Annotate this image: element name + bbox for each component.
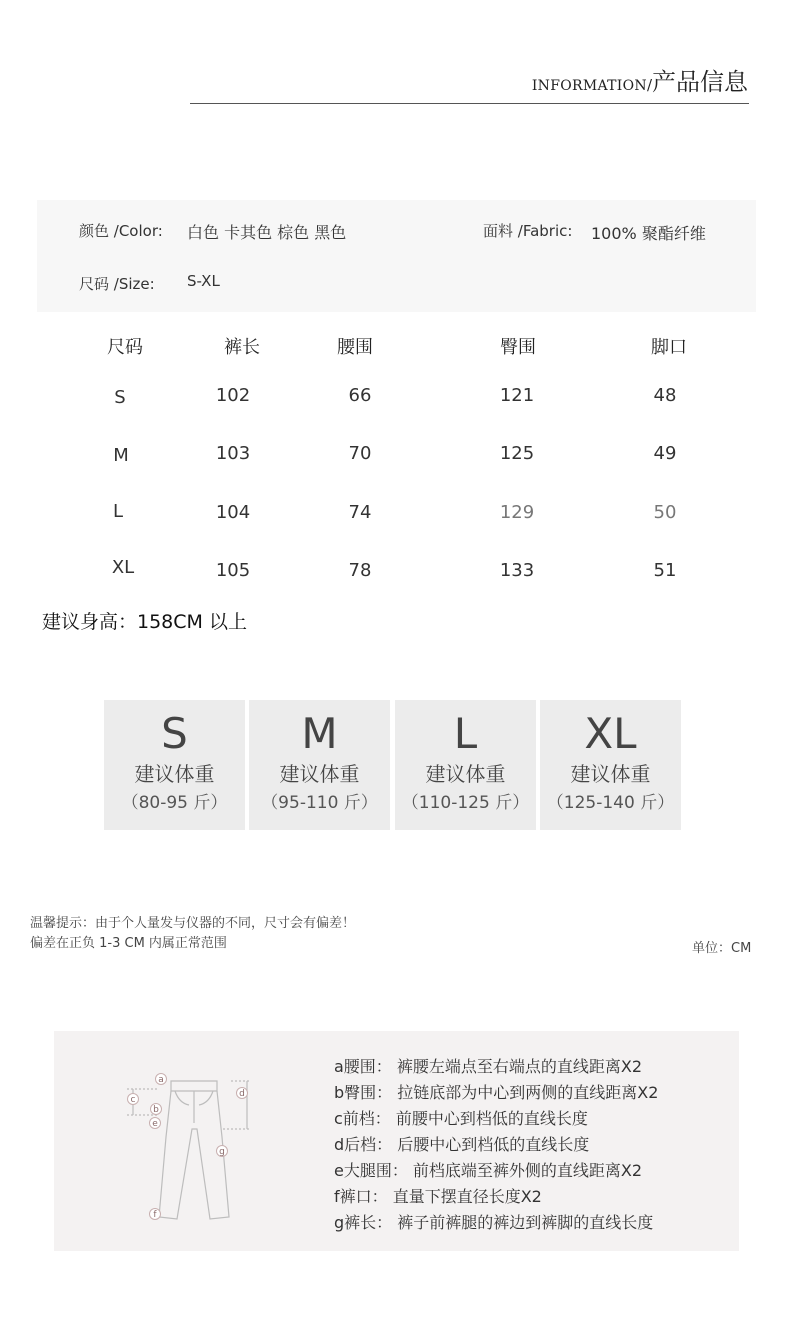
card-label: 建议体重: [425, 762, 506, 786]
table-cell: S: [114, 387, 126, 408]
card-size: L: [453, 709, 478, 758]
weight-card-s: [104, 700, 245, 830]
color-value: 白色 卡其色 棕色 黑色: [187, 223, 347, 242]
card-range: （80-95 斤）: [121, 793, 228, 813]
size-label: 尺码 /Size:: [79, 275, 155, 293]
header-divider: [190, 103, 749, 104]
measure-line-d: d后档： 后腰中心到档低的直线长度: [334, 1135, 590, 1154]
table-cell: 133: [499, 560, 535, 581]
card-label: 建议体重: [279, 762, 360, 786]
page-title: [532, 62, 748, 97]
table-cell: 66: [348, 385, 372, 406]
card-size: M: [301, 709, 338, 758]
weight-card-xl: [540, 700, 681, 830]
product-info-box: [37, 200, 756, 312]
card-size: S: [161, 709, 188, 758]
table-cell: 51: [653, 560, 677, 581]
table-cell: L: [112, 501, 124, 522]
diagram-label-d: d: [239, 1089, 245, 1099]
table-cell: XL: [111, 557, 135, 578]
header-hip: 臀围: [500, 337, 536, 358]
measure-line-f: f裤口： 直量下摆直径长度X2: [334, 1187, 542, 1206]
table-cell: 102: [215, 385, 251, 406]
diagram-label-c: c: [130, 1095, 136, 1105]
table-cell: 70: [348, 443, 372, 464]
table-cell: 49: [653, 443, 677, 464]
pants-diagram-icon: [119, 1067, 269, 1247]
card-size: XL: [584, 709, 637, 758]
table-cell: 74: [348, 502, 372, 523]
table-cell: 129: [499, 502, 535, 523]
diagram-label-e: e: [152, 1119, 158, 1129]
table-cell: 48: [653, 385, 677, 406]
table-cell: 50: [653, 502, 677, 523]
card-range: （95-110 斤）: [261, 793, 378, 813]
weight-card-m: [249, 700, 390, 830]
card-label: 建议体重: [134, 762, 215, 786]
tip-line-1: 温馨提示：由于个人量发与仪器的不同，尺寸会有偏差！: [30, 916, 356, 931]
header-size: 尺码: [107, 337, 143, 358]
table-cell: 78: [348, 560, 372, 581]
table-cell: 121: [499, 385, 535, 406]
unit-label: 单位：CM: [692, 941, 752, 956]
table-cell: 105: [215, 560, 251, 581]
card-label: 建议体重: [570, 762, 651, 786]
diagram-label-a: a: [158, 1075, 164, 1085]
header-waist: 腰围: [337, 337, 373, 358]
card-range: （110-125 斤）: [401, 793, 530, 813]
weight-card-l: [395, 700, 536, 830]
table-cell: 103: [215, 443, 251, 464]
size-value: S-XL: [187, 272, 220, 290]
measure-line-c: c前档： 前腰中心到档低的直线长度: [334, 1109, 588, 1128]
measure-line-e: e大腿围： 前档底端至裤外侧的直线距离X2: [334, 1161, 643, 1180]
measure-line-b: b臀围： 拉链底部为中心到两侧的直线距离X2: [334, 1083, 659, 1102]
measurement-guide: [54, 1031, 739, 1251]
recommended-height: 建议身高：158CM 以上: [42, 611, 247, 633]
title-chinese: 产品信息: [652, 68, 748, 96]
fabric-label: 面料 /Fabric:: [483, 222, 573, 240]
table-cell: 104: [215, 502, 251, 523]
fabric-value: 100% 聚酯纤维: [591, 224, 706, 243]
measure-line-a: a腰围： 裤腰左端点至右端点的直线距离X2: [334, 1057, 643, 1076]
table-cell: M: [113, 445, 129, 466]
measure-line-g: g裤长： 裤子前裤腿的裤边到裤脚的直线长度: [334, 1213, 654, 1232]
title-slash: /: [646, 76, 652, 94]
header-length: 裤长: [224, 337, 260, 358]
diagram-label-b: b: [153, 1105, 159, 1115]
header-hem: 脚口: [651, 337, 687, 358]
tip-line-2: 偏差在正负 1-3 CM 内属正常范围: [30, 936, 227, 951]
color-label: 颜色 /Color:: [79, 222, 163, 240]
title-english: INFORMATION: [531, 78, 647, 94]
table-cell: 125: [499, 443, 535, 464]
card-range: （125-140 斤）: [546, 793, 675, 813]
diagram-label-g: g: [219, 1147, 225, 1157]
diagram-label-f: f: [153, 1210, 157, 1220]
